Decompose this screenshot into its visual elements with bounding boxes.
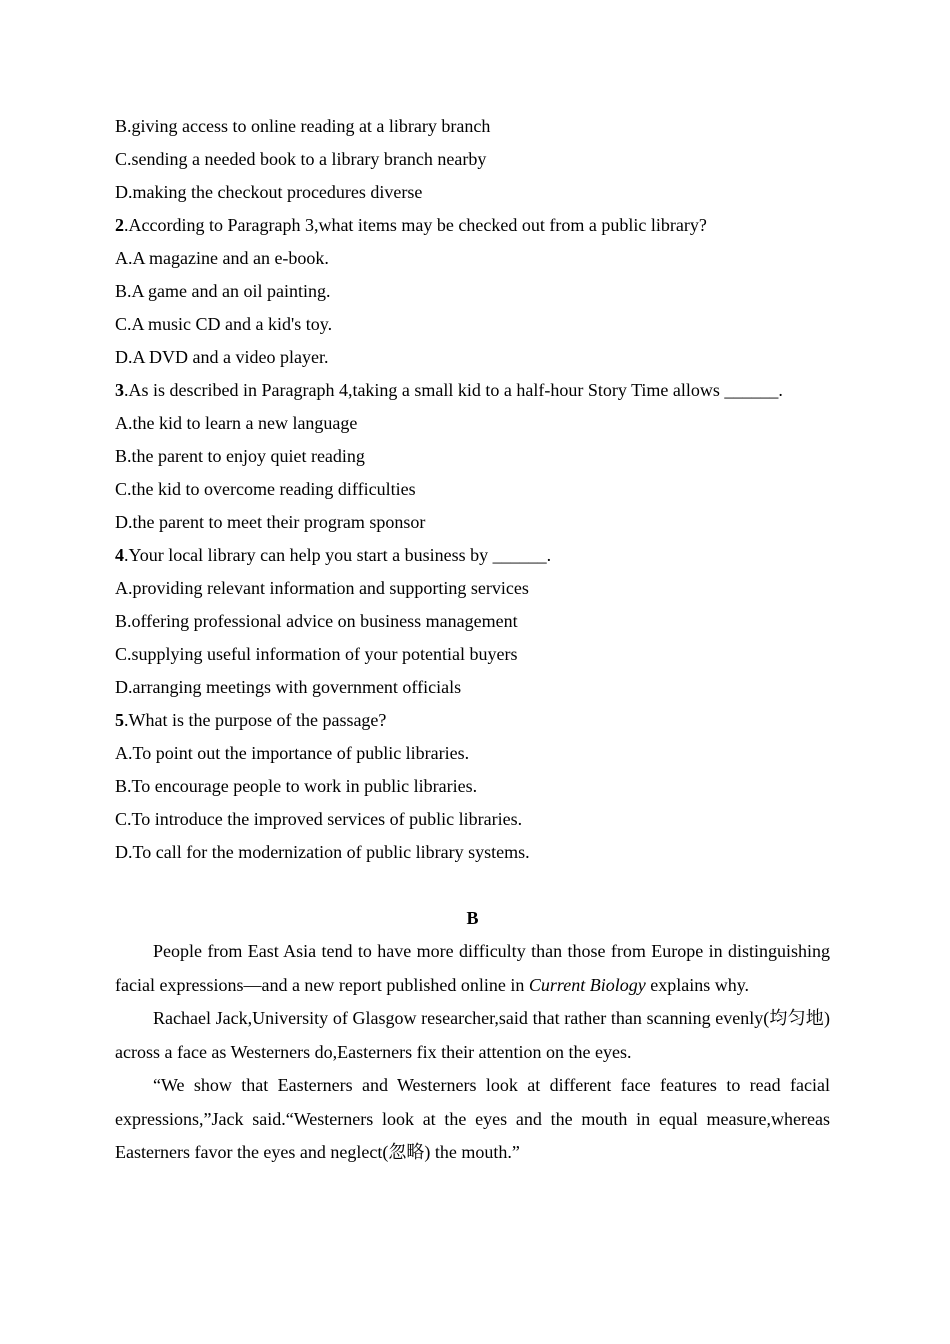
- q4-option-d: D.arranging meetings with government officials: [115, 677, 462, 697]
- passage-paragraph-2: Rachael Jack,University of Glasgow researcher,said that rather than scanning evenly(均匀地) across a face as Westerners do,Easterners fix their attention on the eyes.: [115, 1008, 830, 1062]
- q3-option-b: B.the parent to enjoy quiet reading: [115, 446, 365, 466]
- question-text: .What is the purpose of the passage?: [124, 710, 387, 730]
- document-page: [115, 110, 830, 1170]
- p1-text-before: People from East Asia tend to have more difficulty than those from Europe in distinguishing facial expressions—and a new report published online in: [115, 941, 830, 995]
- question-3: [115, 374, 830, 407]
- q2-option-b: B.A game and an oil painting.: [115, 281, 331, 301]
- question-number: 2: [115, 215, 124, 235]
- question-text: .Your local library can help you start a business by ______.: [124, 545, 552, 565]
- question-number: 3: [115, 380, 124, 400]
- q2-option-a: A.A magazine and an e-book.: [115, 248, 329, 268]
- q1-option-b: B.giving access to online reading at a library branch: [115, 116, 491, 136]
- q3-option-a: A.the kid to learn a new language: [115, 413, 358, 433]
- question-text: .As is described in Paragraph 4,taking a small kid to a half-hour Story Time allows ______.: [124, 380, 783, 400]
- q3-option-c: C.the kid to overcome reading difficulties: [115, 479, 416, 499]
- q2-option-c: C.A music CD and a kid's toy.: [115, 314, 333, 334]
- question-text: .According to Paragraph 3,what items may be checked out from a public library?: [124, 215, 707, 235]
- q2-option-d: D.A DVD and a video player.: [115, 347, 329, 367]
- q1-option-c: C.sending a needed book to a library branch nearby: [115, 149, 487, 169]
- question-number: 5: [115, 710, 124, 730]
- q1-option-d: D.making the checkout procedures diverse: [115, 182, 423, 202]
- q5-option-c: C.To introduce the improved services of public libraries.: [115, 809, 523, 829]
- passage-paragraph-3: “We show that Easterners and Westerners look at different face features to read facial expressions,”Jack said.“Westerners look at the eyes and the mouth in equal measure,whereas Easterners favor the eyes and neglect(忽略) the mouth.”: [115, 1075, 830, 1162]
- q3-option-d: D.the parent to meet their program sponsor: [115, 512, 426, 532]
- q5-option-d: D.To call for the modernization of public library systems.: [115, 842, 530, 862]
- passage-paragraph-1: [115, 935, 830, 1002]
- section-heading: B: [466, 908, 479, 928]
- q4-option-a: A.providing relevant information and supporting services: [115, 578, 529, 598]
- question-number: 4: [115, 545, 124, 565]
- q5-option-a: A.To point out the importance of public libraries.: [115, 743, 470, 763]
- journal-title: Current Biology: [528, 974, 646, 995]
- q4-option-c: C.supplying useful information of your potential buyers: [115, 644, 518, 664]
- q4-option-b: B.offering professional advice on business management: [115, 611, 518, 631]
- q5-option-b: B.To encourage people to work in public libraries.: [115, 776, 478, 796]
- p1-text-after: explains why.: [645, 974, 750, 995]
- question-2: [115, 209, 830, 242]
- question-4: [115, 539, 830, 572]
- question-5: [115, 704, 830, 737]
